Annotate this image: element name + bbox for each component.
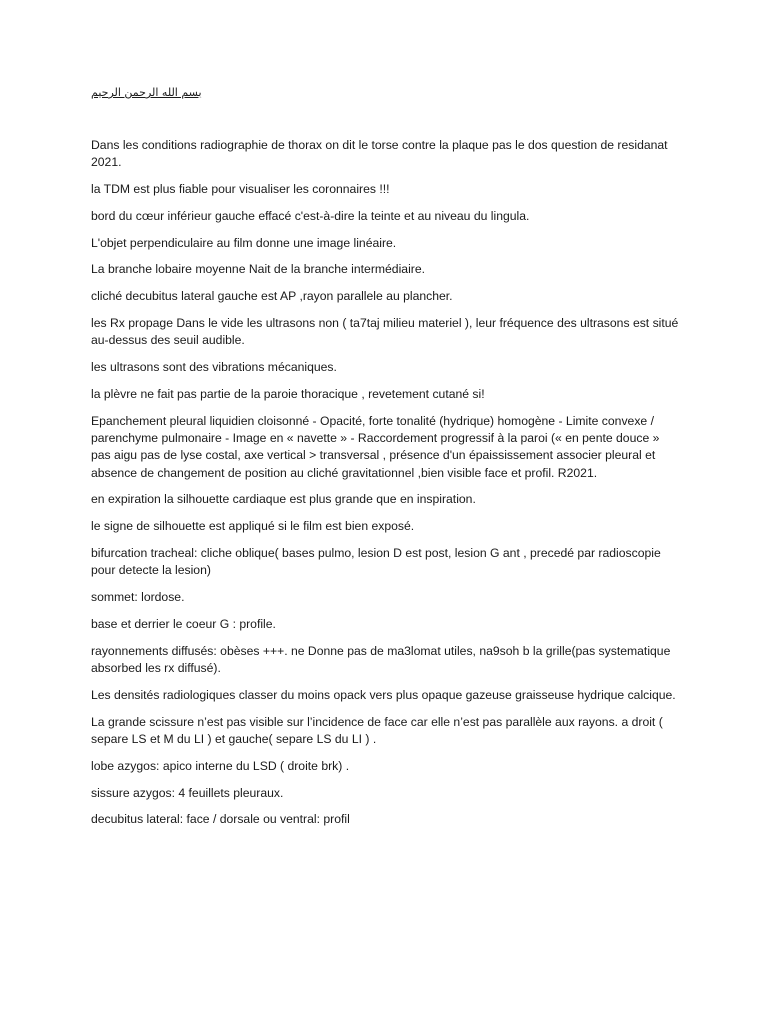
paragraph: bord du cœur inférieur gauche effacé c'est-à-dire la teinte et au niveau du lingula. xyxy=(91,208,530,223)
paragraph: lobe azygos: apico interne du LSD ( droite brk) . xyxy=(91,758,350,773)
paragraph: Dans les conditions radiographie de thorax on dit le torse contre la plaque pas le dos question de residanat 2021. xyxy=(91,138,668,170)
paragraph: la TDM est plus fiable pour visualiser les coronnaires !!! xyxy=(91,182,390,197)
document-body xyxy=(91,137,681,838)
paragraph: Epanchement pleural liquidien cloisonné - Opacité, forte tonalité (hydrique) homogène - Limite convexe / parenchyme pulmonaire - Image en « navette » - Raccordement progressif à la paroi (« en pente douce » pas aigu pas de lyse costal, axe vertical > transversal , présence d'un épaississement associer pleural et absence de changement de position au cliché gravitationnel ,bien visible face et profil. R2021. xyxy=(91,413,660,480)
paragraph: base et derrier le coeur G : profile. xyxy=(91,616,276,631)
paragraph: L'objet perpendiculaire au film donne une image linéaire. xyxy=(91,235,397,250)
paragraph: rayonnements diffusés: obèses +++. ne Donne pas de ma3lomat utiles, na9soh b la grille(pas systematique absorbed les rx diffusé). xyxy=(91,643,671,676)
paragraph: les ultrasons sont des vibrations mécaniques. xyxy=(91,360,337,375)
paragraph: le signe de silhouette est appliqué si le film est bien exposé. xyxy=(91,519,415,534)
paragraph: la plèvre ne fait pas partie de la paroie thoracique , revetement cutané si! xyxy=(91,386,485,401)
paragraph: sissure azygos: 4 feuillets pleuraux. xyxy=(91,785,284,800)
paragraph: bifurcation tracheal: cliche oblique( bases pulmo, lesion D est post, lesion G ant , precedé par radioscopie pour detecte la lesion) xyxy=(91,546,661,578)
paragraph: les Rx propage Dans le vide les ultrasons non ( ta7taj milieu materiel ), leur fréquence des ultrasons est situé au-dessus des seuil audible. xyxy=(91,316,679,348)
paragraph: La grande scissure n’est pas visible sur l’incidence de face car elle n’est pas parallèle aux rayons. a droit ( separe LS et M du LI ) et gauche( separe LS du LI ) . xyxy=(91,714,663,746)
paragraph: Les densités radiologiques classer du moins opack vers plus opaque gazeuse graisseuse hydrique calcique. xyxy=(91,687,676,702)
paragraph: sommet: lordose. xyxy=(91,590,185,605)
paragraph: decubitus lateral: face / dorsale ou ventral: profil xyxy=(91,812,350,827)
basmala-heading: بسم الله الرحمن الرحيم xyxy=(91,86,202,99)
paragraph: La branche lobaire moyenne Nait de la branche intermédiaire. xyxy=(91,262,426,277)
paragraph: cliché decubitus lateral gauche est AP ,rayon parallele au plancher. xyxy=(91,289,453,304)
paragraph: en expiration la silhouette cardiaque est plus grande que en inspiration. xyxy=(91,492,476,507)
